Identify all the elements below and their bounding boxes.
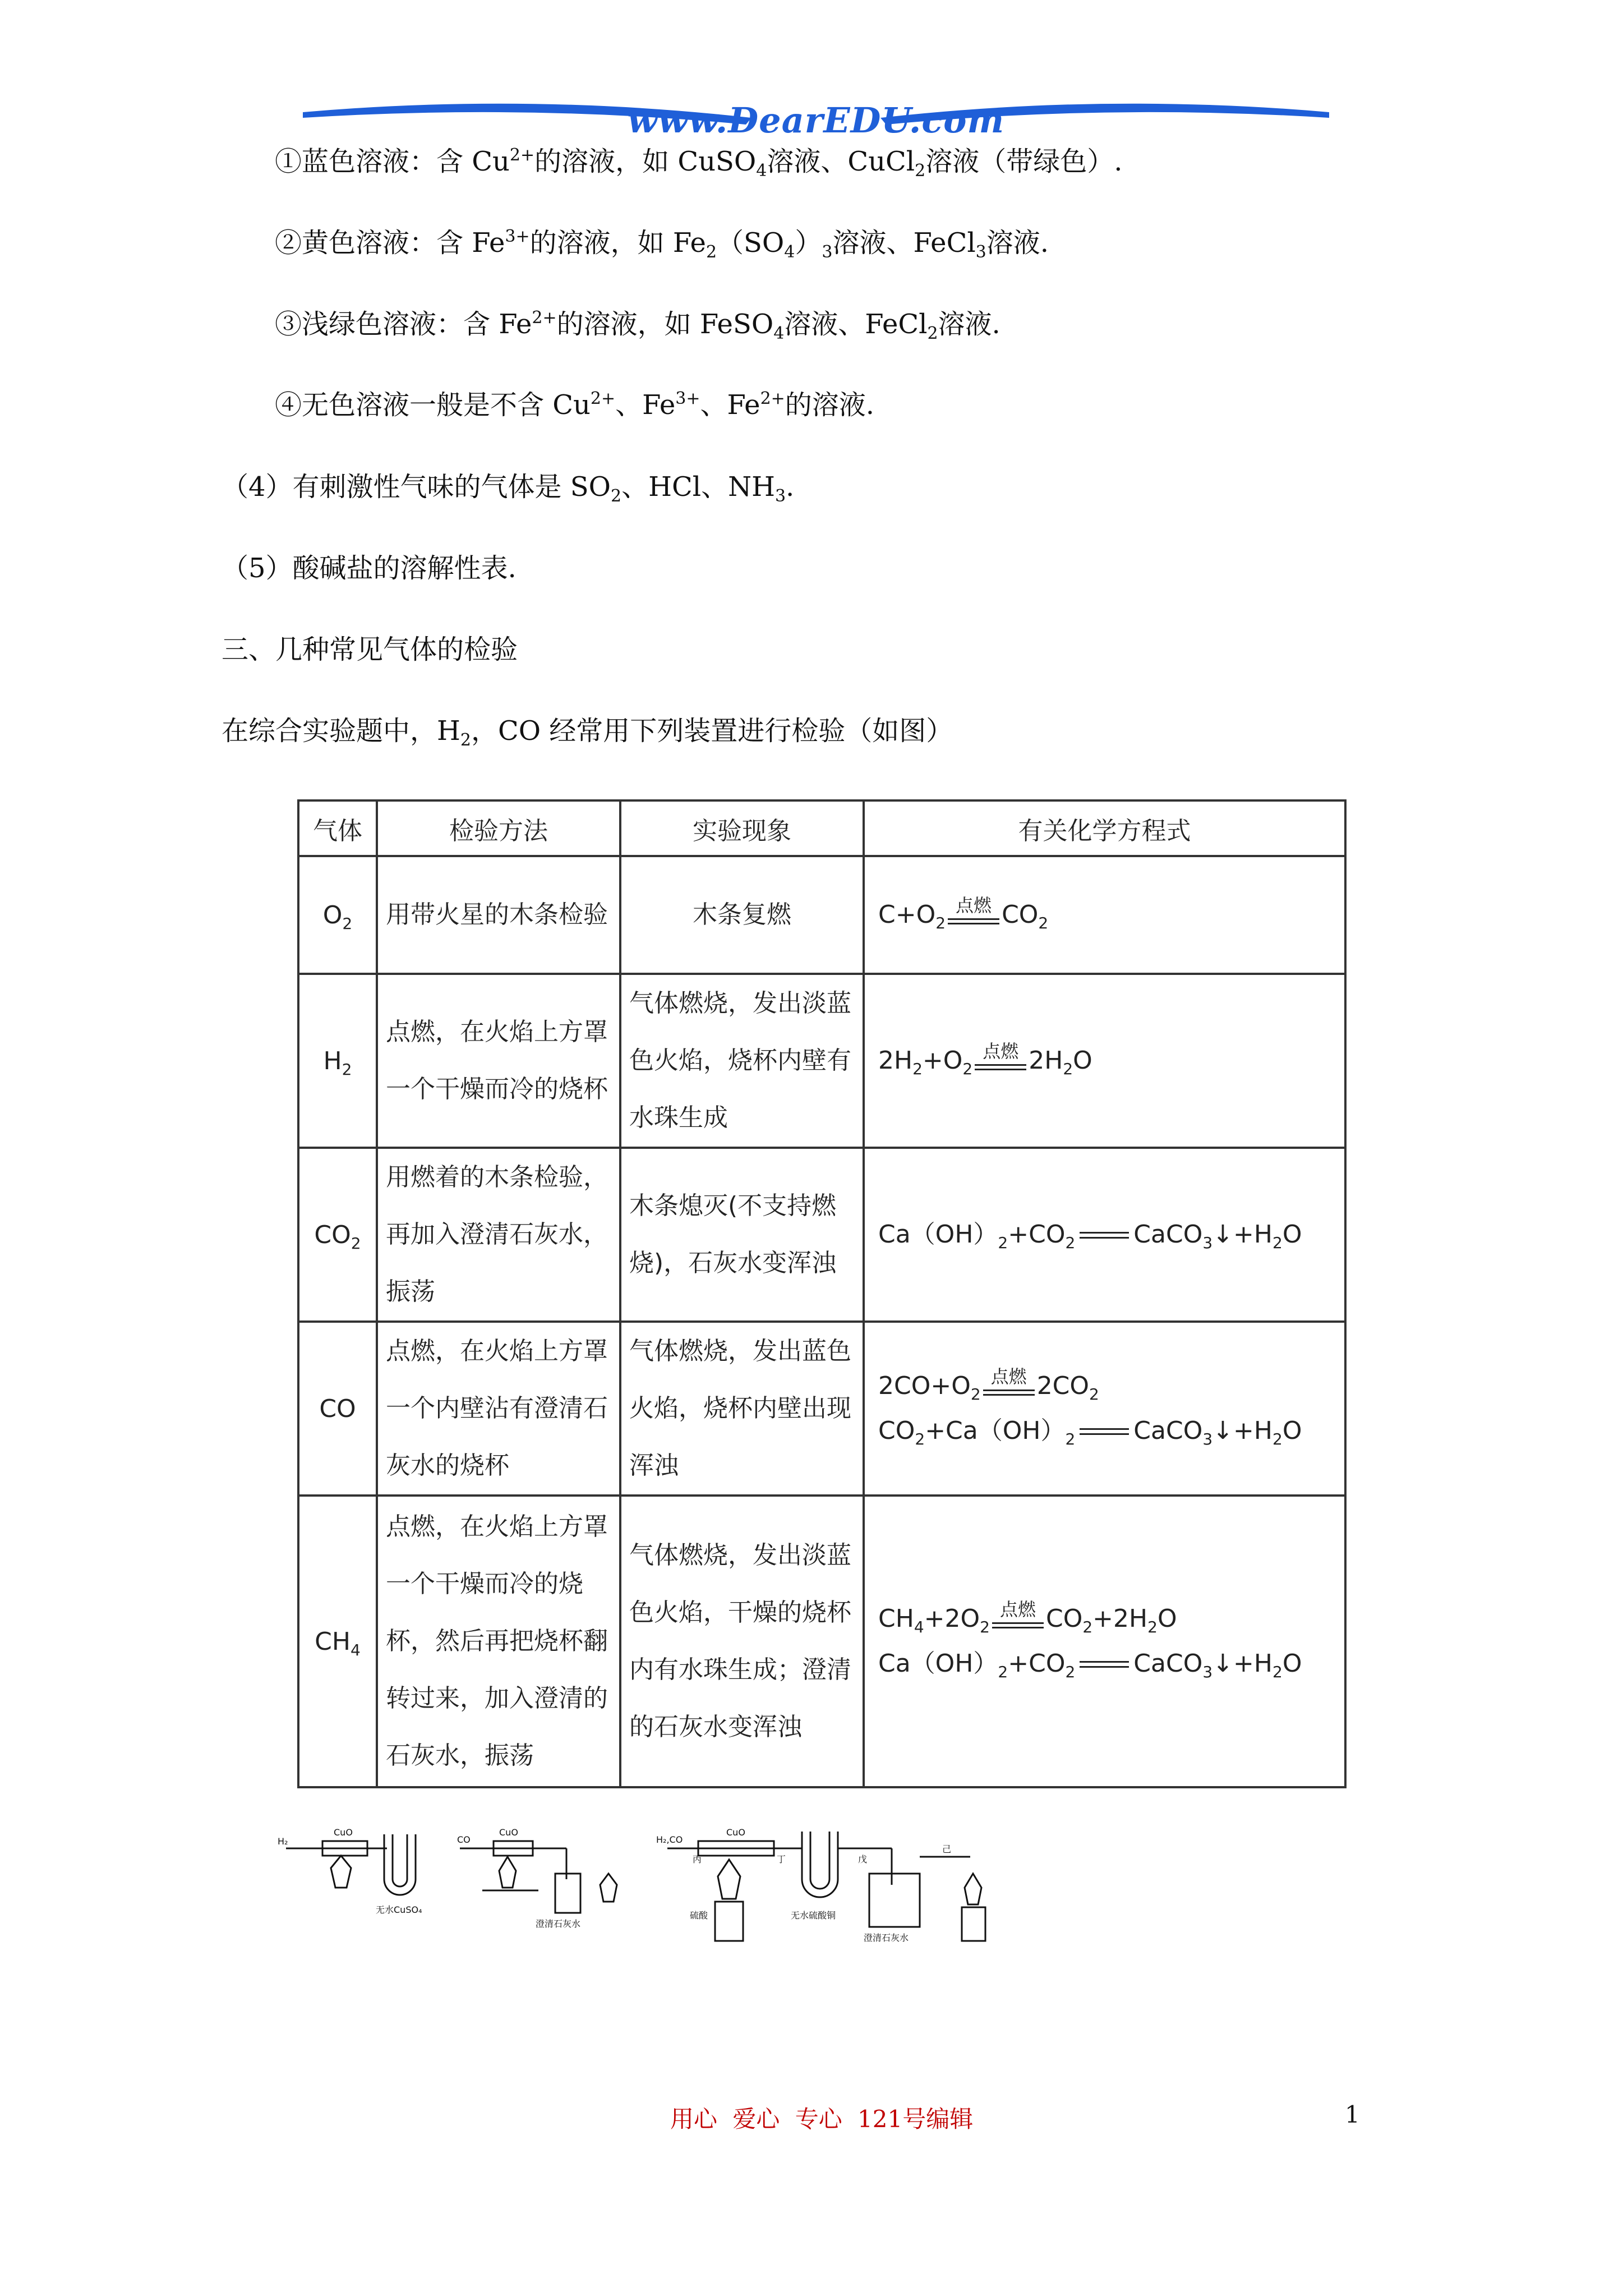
- paragraph-green-solution: ③浅绿色溶液：含 $Fe^{2+}$的溶液，如 FeSO$_4$溶液、FeCl$_2$溶液.: [275, 308, 1000, 343]
- condition-mark: 点燃: [975, 1045, 1026, 1079]
- label-limewater-2: 澄清石灰水: [864, 1932, 909, 1943]
- phenomenon-cell: 气体燃烧，发出蓝色火焰，烧杯内壁出现浑浊: [620, 1322, 864, 1496]
- table-row: [298, 1496, 1345, 1787]
- header-logo: [303, 95, 1329, 146]
- label-limewater-1: 澄清石灰水: [536, 1918, 581, 1929]
- equation-ch4-combustion: $CH_4+2O_2$ 点燃 $CO_2+2H_2O$: [878, 1599, 1177, 1636]
- label-bing: 丙: [693, 1854, 702, 1865]
- method-cell: 点燃，在火焰上方罩一个干燥而冷的烧杯: [377, 974, 620, 1148]
- label-cuo-3: CuO: [726, 1827, 745, 1838]
- phenomenon-cell: 气体燃烧，发出淡蓝色火焰，烧杯内壁有水珠生成: [620, 974, 864, 1148]
- gas-test-table: [297, 799, 1347, 1788]
- method-cell: 点燃，在火焰上方罩一个内壁沾有澄清石灰水的烧杯: [377, 1322, 620, 1496]
- header-gas: 气体: [298, 800, 377, 856]
- method-cell: 用带火星的木条检验: [377, 856, 620, 974]
- phenomenon-cell: 气体燃烧，发出淡蓝色火焰，干燥的烧杯内有水珠生成；澄清的石灰水变浑浊: [620, 1496, 864, 1787]
- footer-text: 用心 爱心 专心 121号编辑: [670, 2105, 974, 2133]
- gas-cell: CO: [298, 1322, 377, 1496]
- label-h2: H₂: [278, 1836, 288, 1847]
- label-cuo-2: CuO: [499, 1827, 518, 1838]
- equation-h2: $2H_2+O_2$ 点燃 $2H_2O$: [878, 1041, 1092, 1078]
- paragraph-yellow-solution: ②黄色溶液：含 $Fe^{3+}$的溶液，如 $Fe_2(SO_4)_3$溶液、FeCl$_3$溶液.: [275, 227, 1049, 262]
- equals-mark: [1080, 1659, 1129, 1671]
- apparatus-diagram: [275, 1801, 1060, 1952]
- condition-mark: 点燃: [948, 899, 999, 933]
- paragraph-solubility-table: （5）酸碱盐的溶解性表.: [222, 553, 517, 584]
- header-method: 检验方法: [377, 800, 620, 856]
- condition-mark: 点燃: [983, 1370, 1035, 1404]
- label-anhydrous-cuso4: 无水CuSO₄: [376, 1904, 422, 1915]
- gas-cell: $H_2$: [298, 974, 377, 1148]
- page-number: 1: [1345, 2101, 1360, 2128]
- gas-cell: $O_2$: [298, 856, 377, 974]
- equation-o2: $C+O_2$ 点燃 $CO_2$: [878, 895, 1049, 932]
- method-cell: 点燃，在火焰上方罩一个干燥而冷的烧杯，然后再把烧杯翻转过来，加入澄清的石灰水，振荡: [377, 1496, 620, 1787]
- method-cell: 用燃着的木条检验，再加入澄清石灰水，振荡: [377, 1148, 620, 1322]
- table-row: [298, 974, 1345, 1148]
- phenomenon-cell: 木条熄灭(不支持燃烧)，石灰水变浑浊: [620, 1148, 864, 1322]
- paragraph-blue-solution: ①蓝色溶液：含 $Cu^{2+}$的溶液，如 CuSO$_4$溶液、CuCl$_2$溶液（带绿色）.: [275, 145, 1123, 181]
- equation-cell: [864, 1322, 1345, 1496]
- label-ding: 丁: [777, 1854, 786, 1865]
- label-wu: 戊: [858, 1854, 868, 1865]
- equals-mark: [1080, 1230, 1129, 1241]
- label-co: CO: [457, 1834, 471, 1845]
- gas-cell: $CO_2$: [298, 1148, 377, 1322]
- equals-mark: [1080, 1427, 1129, 1438]
- equation-cell: [864, 974, 1345, 1148]
- header-equation: 有关化学方程式: [864, 800, 1345, 856]
- phenomenon-cell: 木条复燃: [620, 856, 864, 974]
- paragraph-apparatus-intro: 在综合实验题中，$H_2$，CO 经常用下列装置进行检验（如图）: [222, 715, 953, 750]
- equation-ch4-limewater: $Ca(OH)_2+CO_2$ $CaCO_3↓+H_2O$: [878, 1649, 1302, 1681]
- label-acid: 硫酸: [690, 1910, 708, 1921]
- condition-mark: 点燃: [992, 1603, 1044, 1637]
- equation-cell: [864, 856, 1345, 974]
- equation-cell: [864, 1148, 1345, 1322]
- table-row: [298, 1148, 1345, 1322]
- section-heading-gas-tests: 三、几种常见气体的检验: [222, 634, 518, 665]
- label-h2-co: H₂,CO: [656, 1834, 683, 1845]
- label-ji: 己: [942, 1844, 952, 1855]
- equation-co-limewater: $CO_2+Ca(OH)_2$ $CaCO_3↓+H_2O$: [878, 1416, 1302, 1448]
- gas-cell: $CH_4$: [298, 1496, 377, 1787]
- equation-co-combustion: $2CO+O_2$ 点燃 $2CO_2$: [878, 1366, 1099, 1404]
- label-cuo-1: CuO: [334, 1827, 353, 1838]
- label-anhydrous-copper-sulfate: 无水硫酸铜: [791, 1910, 836, 1921]
- logo-text[interactable]: www.DearEDU.com: [627, 100, 1005, 141]
- equation-co2: $Ca(OH)_2+CO_2$ $CaCO_3↓+H_2O$: [878, 1220, 1302, 1252]
- table-row: [298, 1322, 1345, 1496]
- paragraph-colorless-solution: ④无色溶液一般是不含 $Cu^{2+}$、$Fe^{3+}$、$Fe^{2+}$的溶液.: [275, 389, 875, 421]
- header-phenomenon: 实验现象: [620, 800, 864, 856]
- equation-cell: [864, 1496, 1345, 1787]
- paragraph-pungent-gases: （4）有刺激性气味的气体是 $SO_2$、HCl、$NH_3$.: [222, 471, 795, 506]
- table-row: [298, 856, 1345, 974]
- table-header-row: [298, 800, 1345, 856]
- lab-apparatus-icon: [275, 1801, 1060, 1952]
